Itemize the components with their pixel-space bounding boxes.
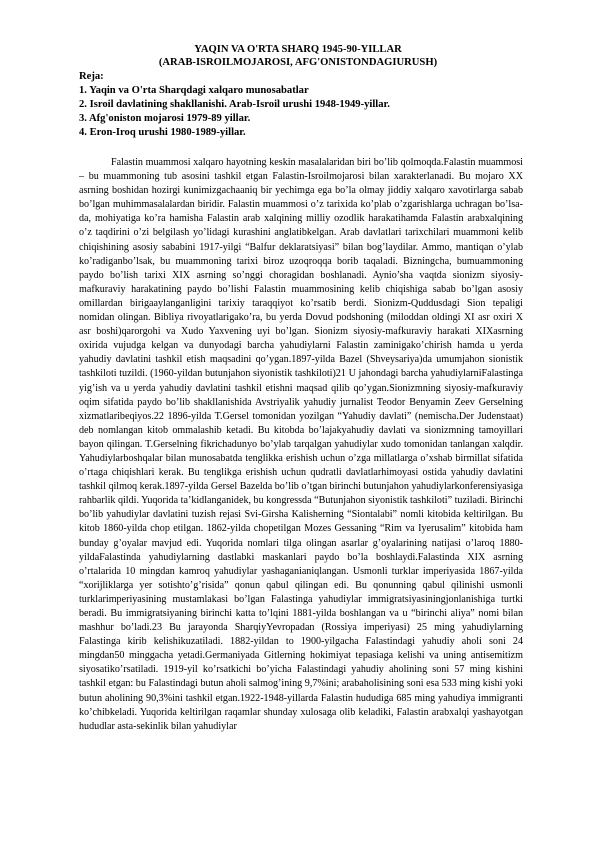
plan-item-4: 4. Eron-Iroq urushi 1980-1989-yillar. xyxy=(79,127,246,138)
body-paragraph: Falastin muammosi xalqaro hayotning keskin masalalaridan biri bo’lib qolmoqda.Falastin muammosi – bu muammoning tub asosini tashkil etgan Falastin-Isroilmojarosi bilan xarakterlanadi. Bu mojaro XX asrning boshidan hozirgi kunimizgachaaniq bir yechimga ega bo’la olmay jiddiy xalqaro xavotirlarga sabab bo’lgan muhimmasalalardan biridir. Falastin muammosi o’z tarixida ko’plab o’zgarishlarga uchragan bo’lsa-da, mohiyatiga ko’ra hamisha Falastin arab xalqining milliy ozodlik harakatihamda Falastin arabxalqining o’z taqdirini o’zi belgilash yo’lidagi kurashini anglatibkelgan. Arab davlatlari tarixchilari muammoni kelib chiqishining asosiy sababini 1917-yilgi “Balfur deklaratsiyasi” bilan bog’laydilar. Ammo, mantiqan o’ylab ko’radiganbo’lsak, bu muammoning tarixi biroz uzoqroqqa borib taqaladi. Bizningcha, bumuammoning paydo bo’lish tarixi XIX asrning so’nggi choragidan boshlanadi. Aynio’sha vaqtda sionizm siyosiy-mafkuraviy harakatining paydo bo’lishi Falastin muammosining kelib chiqishiga sabab bo’lgan asosiy omillardan birigaaylanganligini tarixiy taraqqiyot ko’rsatib berdi. Sionizm-Quddusdagi Sion tepaligi nomidan olingan. Bibliya rivoyatlarigako’ra, bu yerda Dovud podshoning (miloddan oldingi XI asr oxiri X asr boshi)qarorgohi va Xudo Yaxvening uyi bo’lgan. Sionizm siyosiy-mafkuraviy harakati XIXasrning oxirida vujudga kelgan va dunyodagi barcha yahudiylarni Falastin zaminigako’chirish hamda u yerda yahudiy davlatini tashkil etish maqsadini qo’ygan.1897-yilda Bazel (Shveysariya)da umumjahon sionistik tashkiloti tuzildi. (1960-yildan butunjahon siyonistik tashkiloti)21 U jahondagi barcha yahudiylarniFalastinga yig’ish va u yerda yahudiy davlatini tashkil etishni maqsad qilib qo’ygan.Sionizmning siyosiy-mafkuraviy oqim sifatida paydo bo’lib shakllanishida Avstriyalik yahudiy jurnalist Teodor Benyamin Zeev Gerselning xizmatlaribeqiyos.22 1896-yilda T.Gersel tomonidan yozilgan “Yahudiy davlati” (nemischa.Der Judenstaat) deb nomlangan kitob ommalashib ketadi. Bu kitobda bo’lajakyahudiy davlati va sionizmning tamoyillari bayon qilingan. T.Gerselning fikrichadunyo bo’ylab tarqalgan yahudiylar xudo tomonidan tanlangan xalqdir. Yahudiylarboshqalar bilan munosabatda tenglikka erishish uchun o’zga millatlarga o’xshab birmillat sifatida o’rtaga chiqishlari kerak. Bu tenglikga erishish uchun qudratli davlatlarhimoyasi ostida yahudiy davlatini tashkil qilmoq kerak.1897-yilda Gersel Bazelda bo’lib o’tgan birinchi butunjahon yahudiylarkonferensiyasiga rahbarlik qildi. Yuqorida ta’kidlanganidek, bu kongressda “Butunjahon siyonistik tashkiloti” tuziladi. Birinchi bo’lib yahudiylar davlatini tuzish rejasi Svi-Girsha Kalisherning “Siontalabi” nomli kitobida keltirilgan. Bu kitob 1860-yilda chop etilgan. 1862-yilda chopetilgan Mozes Gessaning “Rim va Iyerusalim” kitobida ham bunday g’oyalar mavjud edi. Yuqorida nomlari tilga olingan asarlar g’oyalarining natijasi o’laroq 1880-yildaFalastinda yahudiylarning dastlabki maskanlari paydo bo’la boshlaydi.Falastinda XIX asrning o’rtalarida 10 mingdan kamroq yahudiylar yashaganianiqlangan. Usmonli turklar imperiyasida 1867-yilda “xorijliklarga yer sotishto’g’risida” qonun qabul qilingan edi. Bu qonunning qabul qilinishi usmonli turklarimperiyasining mustamlakasi bo’lgan Falastinga yahudiylar immigratsiyasiningjonlanishiga turtki beradi. Bu immigratsiyaning birinchi katta to’lqini 1881-yilda boshlangan va u “birinchi aliya” nomi bilan mashhur bo’ladi.23 Bu jarayonda SharqiyYevropadan (Rossiya imperiyasi) 25 ming yahudiylarning Falastinga kirib kelishikuzatiladi. 1882-yildan to 1900-yilgacha Falastindagi yahudiy aholi soni 24 mingdan50 minggacha yetadi.Germaniyada Gitlerning hokimiyat tepasiaga kelishi va uning antisemitizm siyosatiko’rsatiladi. 1919-yil ko’rsatkichi bo’yicha Falastindagi yahudiy aholining soni 57 ming kishini tashkil etgan: bu Falastindagi butun aholi salmog’ining 9,7%ini; arabaholisining soni esa 533 ming kishi yoki butun aholining 90,3%ini tashkil etgan.1922-1948-yillarda Falastin hududiga 685 ming yahudiya immigranti ko’chibkeladi. Yuqorida keltirilgan raqamlar shunday xulosaga olib keladiki, Falastin arabxalqi yashayotgan hududlar asta-sekinlik bilan yahudiylar xyxy=(79,157,523,732)
plan-heading: Reja: xyxy=(79,71,104,82)
document-subtitle: (ARAB-ISROILMOJAROSI, AFG'ONISTONDAGIURUSH) xyxy=(158,57,438,68)
body-text xyxy=(79,156,523,734)
plan-item-2: 2. Isroil davlatining shakllanishi. Arab-Isroil urushi 1948-1949-yillar. xyxy=(79,99,390,110)
document-title: YAQIN VA O'RTA SHARQ 1945-90-YILLAR xyxy=(194,44,402,55)
plan-item-1: 1. Yaqin va O'rta Sharqdagi xalqaro munosabatlar xyxy=(79,85,309,96)
plan-section xyxy=(79,70,529,140)
plan-item-3: 3. Afg'oniston mojarosi 1979-89 yillar. xyxy=(79,113,251,124)
